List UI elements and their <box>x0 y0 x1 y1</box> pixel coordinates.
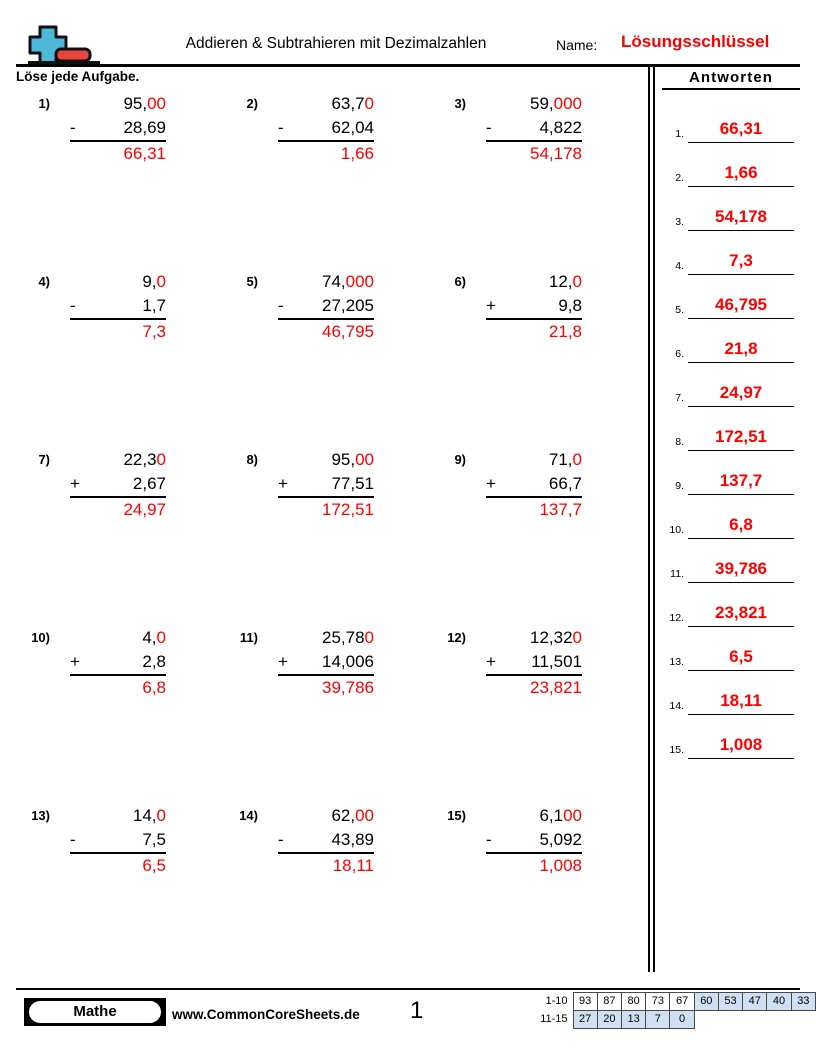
problem-answer: 172,51 <box>322 499 374 519</box>
top-operand <box>264 448 404 472</box>
problem-answer: 1,66 <box>340 143 374 163</box>
bottom-operand-digits: 43,89 <box>331 830 374 849</box>
problem-number: 9) <box>454 452 466 467</box>
problem-number: 12) <box>447 630 466 645</box>
answer-row <box>662 278 800 322</box>
answer-index: 12. <box>669 612 684 624</box>
bottom-operand-line <box>56 828 196 852</box>
bottom-operand-digits: 4,822 <box>532 118 582 137</box>
answer-value: 1,66 <box>724 163 758 182</box>
problem-6 <box>428 270 624 366</box>
answers-heading: Antworten <box>662 68 800 90</box>
top-operand-padding-zeros: 00 <box>355 450 374 469</box>
problem-5 <box>220 270 416 366</box>
problem-13 <box>12 804 208 900</box>
answer-value: 46,795 <box>715 295 767 314</box>
answer-index: 5. <box>675 304 684 316</box>
answer-row <box>662 234 800 278</box>
score-cell: 20 <box>597 1011 621 1029</box>
problem-answer: 18,11 <box>332 855 374 875</box>
bottom-operand-line <box>56 472 196 496</box>
problem-4 <box>12 270 208 366</box>
top-operand-padding-zeros: 00 <box>563 806 582 825</box>
answer-row <box>662 718 800 762</box>
answer-row <box>662 410 800 454</box>
page-title: Addieren & Subtrahieren mit Dezimalzahlen <box>185 35 487 52</box>
problem-10 <box>12 626 208 722</box>
bottom-operand-line <box>56 650 196 674</box>
bottom-operand-digits: 27,205 <box>322 296 374 315</box>
problem-number: 13) <box>31 808 50 823</box>
problem-answer: 7,3 <box>142 321 166 341</box>
answer-row <box>662 146 800 190</box>
problem-answer: 23,821 <box>530 677 582 697</box>
top-operand-padding-zeros: 0 <box>572 272 582 291</box>
problem-number: 14) <box>239 808 258 823</box>
score-cell-empty <box>767 1011 791 1029</box>
top-operand <box>472 804 612 828</box>
bottom-operand-digits: 77,51 <box>331 474 374 493</box>
top-operand-digits: 12, <box>548 272 573 291</box>
problem-row <box>8 270 640 448</box>
vertical-sum <box>56 804 196 878</box>
bottom-operand-line <box>264 116 404 140</box>
header-divider-rule <box>16 64 800 67</box>
answer-index: 9. <box>675 480 684 492</box>
operator-symbol: + <box>70 474 80 493</box>
problem-number: 2) <box>246 96 258 111</box>
operator-symbol: - <box>486 830 492 849</box>
vertical-sum <box>56 448 196 522</box>
vertical-sum <box>264 92 404 166</box>
answer-row <box>662 102 800 146</box>
problem-14 <box>220 804 416 900</box>
bottom-operand-line <box>264 472 404 496</box>
top-operand-digits: 6,1 <box>539 806 564 825</box>
score-cell-empty <box>718 1011 742 1029</box>
problem-row <box>8 92 640 270</box>
bottom-operand-line <box>472 116 612 140</box>
top-operand <box>472 626 612 650</box>
score-cell: 13 <box>622 1011 646 1029</box>
bottom-operand-digits: 1,7 <box>142 296 166 315</box>
operator-symbol: - <box>70 830 76 849</box>
answer-index: 4. <box>675 260 684 272</box>
bottom-operand-digits: 66,7 <box>548 474 582 493</box>
answer-index: 8. <box>675 436 684 448</box>
answers-list <box>662 102 800 762</box>
vertical-sum <box>472 270 612 344</box>
problem-12 <box>428 626 624 722</box>
score-cell: 47 <box>743 993 767 1011</box>
bottom-operand-line <box>472 472 612 496</box>
answer-index: 6. <box>675 348 684 360</box>
bottom-operand-line <box>472 294 612 318</box>
top-operand <box>264 626 404 650</box>
problem-1 <box>12 92 208 188</box>
answer-value: 6,8 <box>729 515 753 534</box>
worksheet-header <box>16 24 800 64</box>
page-number: 1 <box>410 997 424 1024</box>
answer-index: 14. <box>669 700 684 712</box>
subject-badge-label: Mathe <box>73 1003 117 1020</box>
operator-symbol: - <box>278 296 284 315</box>
operator-symbol: + <box>486 474 496 493</box>
answer-index: 1. <box>675 128 684 140</box>
top-operand-digits: 63,7 <box>331 94 365 113</box>
score-cell: 93 <box>573 993 597 1011</box>
answer-row <box>662 366 800 410</box>
top-operand-digits: 62, <box>331 806 356 825</box>
problem-11 <box>220 626 416 722</box>
answer-value: 18,11 <box>720 691 762 710</box>
score-cell-empty <box>743 1011 767 1029</box>
problem-15 <box>428 804 624 900</box>
answer-value: 137,7 <box>719 471 763 490</box>
top-operand-digits: 22,3 <box>123 450 157 469</box>
score-cell: 87 <box>597 993 621 1011</box>
problem-answer: 54,178 <box>530 143 582 163</box>
score-cell: 67 <box>670 993 694 1011</box>
problem-row <box>8 448 640 626</box>
vertical-sum <box>264 270 404 344</box>
bottom-operand-digits: 2,67 <box>126 474 166 493</box>
bottom-operand-line <box>472 828 612 852</box>
problem-number: 10) <box>31 630 50 645</box>
top-operand <box>472 448 612 472</box>
problem-number: 11) <box>239 630 258 645</box>
top-operand-digits: 71, <box>548 450 573 469</box>
answer-value: 1,008 <box>719 735 763 754</box>
problem-answer: 6,5 <box>142 855 166 875</box>
top-operand-padding-zeros: 000 <box>345 272 374 291</box>
score-range-label: 1-10 <box>545 995 568 1007</box>
bottom-operand-digits: 2,8 <box>142 652 166 671</box>
instructions-text: Löse jede Aufgabe. <box>16 69 140 84</box>
score-cell: 73 <box>646 993 670 1011</box>
bottom-operand-digits: 11,501 <box>531 652 582 671</box>
vertical-sum <box>472 626 612 700</box>
vertical-sum <box>472 92 612 166</box>
problem-answer: 21,8 <box>548 321 582 341</box>
operator-symbol: - <box>70 296 76 315</box>
answer-index: 2. <box>675 172 684 184</box>
problem-9 <box>428 448 624 544</box>
score-cell: 27 <box>573 1011 597 1029</box>
answer-row <box>662 630 800 674</box>
top-operand <box>56 626 196 650</box>
problem-number: 5) <box>246 274 258 289</box>
score-range-label: 11-15 <box>540 1013 568 1025</box>
problem-answer: 46,795 <box>322 321 374 341</box>
top-operand-digits: 12,32 <box>529 628 573 647</box>
bottom-operand-digits: 5,092 <box>539 830 582 849</box>
problem-answer: 24,97 <box>123 499 166 519</box>
top-operand-padding-zeros: 00 <box>147 94 166 113</box>
score-cell: 0 <box>670 1011 694 1029</box>
score-cell: 60 <box>694 993 718 1011</box>
score-table <box>531 992 816 1029</box>
top-operand-padding-zeros: 0 <box>156 450 166 469</box>
bottom-operand-line <box>472 650 612 674</box>
top-operand-padding-zeros: 0 <box>156 806 166 825</box>
top-operand <box>472 270 612 294</box>
answer-value: 23,821 <box>715 603 767 622</box>
bottom-operand-line <box>56 116 196 140</box>
top-operand-digits: 25,78 <box>321 628 365 647</box>
problem-number: 6) <box>454 274 466 289</box>
top-operand <box>56 92 196 116</box>
vertical-sum <box>56 626 196 700</box>
top-operand-digits: 59, <box>529 94 554 113</box>
top-operand-digits: 4, <box>142 628 157 647</box>
problem-answer: 39,786 <box>322 677 374 697</box>
footer-divider-rule <box>16 988 800 990</box>
top-operand-padding-zeros: 000 <box>553 94 582 113</box>
score-table-row <box>531 993 816 1011</box>
score-cell: 80 <box>622 993 646 1011</box>
answer-value: 39,786 <box>715 559 767 578</box>
name-label: Name: <box>556 37 598 53</box>
bottom-operand-line <box>56 294 196 318</box>
bottom-operand-line <box>264 828 404 852</box>
bottom-operand-digits: 7,5 <box>135 830 166 849</box>
top-operand-padding-zeros: 0 <box>156 628 166 647</box>
vertical-sum <box>264 626 404 700</box>
answer-value: 54,178 <box>715 207 767 226</box>
top-operand <box>56 270 196 294</box>
problems-grid <box>8 92 640 982</box>
top-operand <box>264 270 404 294</box>
score-cell: 7 <box>646 1011 670 1029</box>
problem-answer: 6,8 <box>142 677 166 697</box>
operator-symbol: - <box>278 830 284 849</box>
score-cell: 53 <box>718 993 742 1011</box>
top-operand-padding-zeros: 0 <box>572 628 582 647</box>
answer-value: 21,8 <box>724 339 758 358</box>
operator-symbol: - <box>486 118 492 137</box>
problem-row <box>8 804 640 982</box>
top-operand-digits: 9, <box>142 272 157 291</box>
answer-row <box>662 322 800 366</box>
vertical-section-divider <box>648 67 655 972</box>
operator-symbol: + <box>278 652 288 671</box>
operator-symbol: + <box>70 652 80 671</box>
plus-minus-logo-icon <box>16 24 100 64</box>
top-operand <box>264 804 404 828</box>
problem-2 <box>220 92 416 188</box>
top-operand <box>56 804 196 828</box>
score-cell-empty <box>694 1011 718 1029</box>
answer-value: 24,97 <box>719 383 763 402</box>
answer-row <box>662 674 800 718</box>
top-operand-digits: 74, <box>321 272 346 291</box>
answer-row <box>662 190 800 234</box>
bottom-operand-digits: 9,8 <box>551 296 582 315</box>
problem-number: 1) <box>38 96 50 111</box>
top-operand <box>264 92 404 116</box>
score-cell: 33 <box>791 993 815 1011</box>
top-operand-padding-zeros: 0 <box>572 450 582 469</box>
answer-index: 15. <box>669 744 684 756</box>
operator-symbol: + <box>486 296 496 315</box>
problem-number: 8) <box>246 452 258 467</box>
answer-row <box>662 454 800 498</box>
top-operand-digits: 14, <box>132 806 157 825</box>
problem-3 <box>428 92 624 188</box>
problem-number: 4) <box>38 274 50 289</box>
score-table-row <box>531 1011 816 1029</box>
answer-index: 7. <box>675 392 684 404</box>
problem-row <box>8 626 640 804</box>
website-url: www.CommonCoreSheets.de <box>172 1007 360 1022</box>
operator-symbol: + <box>278 474 288 493</box>
answer-index: 13. <box>669 656 684 668</box>
subject-badge <box>24 998 166 1026</box>
answer-value: 172,51 <box>715 427 767 446</box>
score-cell: 40 <box>767 993 791 1011</box>
answer-value: 6,5 <box>729 647 753 666</box>
problem-number: 15) <box>447 808 466 823</box>
vertical-sum <box>264 804 404 878</box>
problem-answer: 137,7 <box>539 499 582 519</box>
problem-7 <box>12 448 208 544</box>
vertical-sum <box>472 448 612 522</box>
vertical-sum <box>56 92 196 166</box>
problem-answer: 66,31 <box>123 143 166 163</box>
answer-index: 10. <box>669 524 684 536</box>
top-operand-padding-zeros: 0 <box>364 94 374 113</box>
top-operand-digits: 95, <box>123 94 148 113</box>
vertical-sum <box>264 448 404 522</box>
operator-symbol: + <box>486 652 496 671</box>
operator-symbol: - <box>278 118 284 137</box>
answer-index: 3. <box>675 216 684 228</box>
problem-number: 3) <box>454 96 466 111</box>
answer-row <box>662 586 800 630</box>
bottom-operand-line <box>264 294 404 318</box>
top-operand <box>56 448 196 472</box>
problem-answer: 1,008 <box>539 855 582 875</box>
answer-row <box>662 498 800 542</box>
answer-value: 7,3 <box>729 251 753 270</box>
top-operand-padding-zeros: 00 <box>355 806 374 825</box>
bottom-operand-digits: 62,04 <box>331 118 374 137</box>
problem-8 <box>220 448 416 544</box>
bottom-operand-digits: 14,006 <box>322 652 374 671</box>
answer-value: 66,31 <box>719 119 763 138</box>
answer-row <box>662 542 800 586</box>
top-operand-digits: 95, <box>331 450 356 469</box>
problem-number: 7) <box>38 452 50 467</box>
score-cell-empty <box>791 1011 815 1029</box>
top-operand-padding-zeros: 0 <box>364 628 374 647</box>
answer-key-badge: Lösungsschlüssel <box>621 32 770 51</box>
bottom-operand-line <box>264 650 404 674</box>
answer-index: 11. <box>670 568 684 580</box>
top-operand-padding-zeros: 0 <box>156 272 166 291</box>
top-operand <box>472 92 612 116</box>
bottom-operand-digits: 28,69 <box>123 118 166 137</box>
vertical-sum <box>472 804 612 878</box>
operator-symbol: - <box>70 118 76 137</box>
vertical-sum <box>56 270 196 344</box>
